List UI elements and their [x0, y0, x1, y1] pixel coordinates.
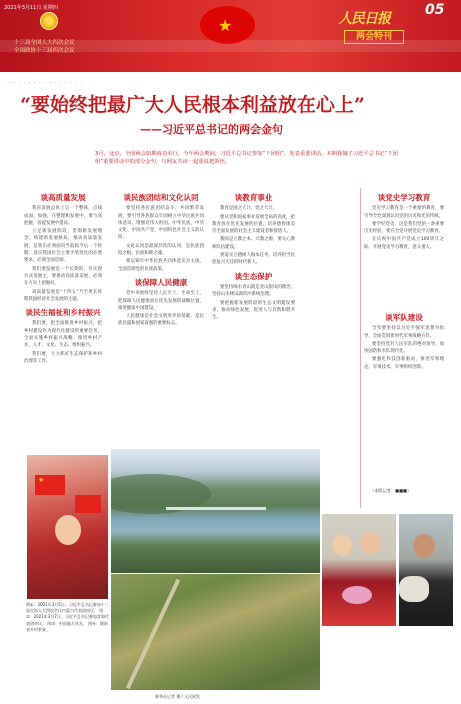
issue-date: 2021年3月11日 星期四: [4, 5, 58, 11]
byline: （本版记者：■■■）: [370, 488, 412, 493]
congress-line: 十三届全国人大四次会议: [14, 40, 75, 46]
article-paragraph: 教师是立教之本、兴教之源，要关心教师队伍建设。: [212, 237, 295, 250]
article-paragraph: 教育是国之大计、党之大计。: [220, 206, 278, 212]
road-shape: [126, 579, 180, 689]
page-subheadline: ——习近平总书记的两会金句: [140, 123, 283, 136]
section-heading: 谈军队建设: [385, 313, 423, 322]
article-paragraph: 我们要发展是一个长期的，有实现方式发展主，要推动高质量发展，必须在方向上把握好。: [24, 266, 102, 287]
column-4: [364, 188, 444, 252]
article-paragraph: 党史学习教育是一个重要的教育，要引导全党深刻认识党的历史和光荣传统。: [364, 206, 444, 219]
bridge-shape: [166, 507, 266, 510]
star-icon: ★: [218, 16, 233, 35]
article-paragraph: 我们要，把全面推进乡村振兴，把乡村建设作为现代化建设的重要任务，全面实施乡村振兴战略，推进乡村产业、人才、文化、生态、组织振兴。: [24, 321, 102, 349]
article-paragraph: 要坚持党对人民军队的绝对领导，加快国防和军队现代化。: [364, 341, 444, 355]
article-paragraph: 要坚持绿水青山就是金山银山的理念，坚持山水林田湖草沙系统治理。: [212, 284, 295, 298]
article-paragraph: 要坚持各民族团结奋斗，共同繁荣发展，要引导各族群众牢固树立中华民族共同体意识，增强对伟大祖国、中华民族、中华文化、中国共产党、中国特色社会主义的认同。: [118, 206, 204, 241]
column-3: [212, 188, 295, 322]
photo-man-with-dog: [399, 514, 453, 626]
section-heading: 谈民族团结和文化认同: [123, 193, 199, 202]
section-heading: 谈保障人民健康: [134, 277, 188, 287]
flower-bouquet: [342, 586, 372, 604]
special-edition-badge: 两会特刊: [344, 30, 404, 44]
national-emblem-icon: [40, 12, 58, 30]
page-number: 05: [425, 2, 445, 18]
person-head: [413, 534, 435, 558]
article-paragraph: 要落实立德树人根本任务，培养担当民族复兴大任的时代新人。: [212, 253, 295, 266]
dog-shape: [399, 576, 429, 602]
article-paragraph: 人民健康是社会文明进步的基础，是民族昌盛和国家富强的重要标志。: [118, 314, 204, 327]
column-5: [364, 308, 444, 372]
article-paragraph: 党中央始终坚持人民至上、生命至上，把保障人民健康放在优先发展的战略位置，推进健康中国建设。: [118, 291, 204, 311]
article-paragraph: 要从党和国家事业发展全局的高度，把教育放在优先发展的位置，培养德智体美劳全面发展的社会主义建设者和接班人。: [212, 214, 295, 235]
article-paragraph: 要学好党史，这是我们党的一条重要历史经验，要在全党开展党史学习教育。: [364, 221, 444, 235]
person-head: [360, 532, 380, 554]
photo-river-landscape: [111, 449, 320, 573]
article-paragraph: 高质量发展是“十四五”乃至更长时期我国经济社会发展的主题。: [24, 289, 102, 302]
flag-icon: ★: [35, 475, 65, 495]
photo-farmland-aerial: [111, 574, 320, 690]
article-paragraph: 我省发展总体上呈一个整体，点线成面，加强，在整理和发展中，要力高把握，省提发展中提高。: [24, 206, 102, 226]
masthead: [0, 0, 461, 72]
section-heading: 谈生态保护: [234, 271, 273, 281]
article-paragraph: 我们要，大力抓好生态保护和乡村治理等工作。: [24, 351, 102, 364]
section-heading: 谈高质量发展: [40, 193, 86, 202]
article-paragraph: 要以铸牢中华民族共同体意识为主线，全面贯彻党的民族政策。: [118, 259, 204, 272]
article-paragraph: 全军要坚持以习近平强军思想为指导，全面贯彻新时代军事战略方针。: [364, 326, 444, 339]
article-paragraph: 在庆祝中国共产党成立100周年之际，开展党史学习教育，意义重大。: [364, 237, 444, 250]
column-divider: [360, 188, 361, 508]
section-heading: 谈教育事业: [234, 193, 273, 202]
photo-two-women-flowers: [322, 514, 396, 626]
article-paragraph: 立足新发展阶段，贯彻新发展理念，构建新发展格局，推动高质量发展，是我们必须面向当前和今后一个时期，适应我国社会主要矛盾变化的必然要求，必须全面贯彻。: [24, 229, 102, 264]
photo-captions: 图①：2021年3月5日，习近平总书记参加十三届全国人大四次会议内蒙古代表团审议。 图②：2021年3月7日，习近平总书记参加青海代表团审议。 图③：中国地方风光。 图④：湖南省乡村景象。: [26, 602, 109, 632]
person-head: [332, 534, 352, 556]
child-face: [55, 515, 81, 545]
cppcc-line: 全国政协十三届四次会议: [14, 48, 75, 54]
section-heading: 谈党史学习教育: [377, 193, 431, 202]
photo-flag-waving-child: [27, 455, 108, 599]
lead-paragraph: 3月，北京。全国两会如期成功举行。今年两会期间，习近平总书记参加“下团组”，发表重要讲话。本期我摘了习近平总书记“下团组”重要讲话中的部分金句，与网友共读一起重温把领悟。: [95, 151, 398, 166]
article-paragraph: 要强化科技创新驱动，推进军事理论、军事技术、军事组织创新。: [364, 357, 444, 370]
article-paragraph: 文化认同是最深层次的认同，是民族团结之根、民族和睦之魂。: [118, 243, 204, 257]
section-heading: 谈民生福祉和乡村振兴: [25, 308, 101, 318]
column-2: [118, 188, 204, 329]
column-1: [24, 188, 102, 366]
page-headline: “要始终把最广大人民根本利益放在心上”: [20, 94, 365, 116]
article-paragraph: 要把握新发展阶段的生态文明建设要求，推动绿色发展，促进人与自然和谐共生。: [212, 300, 295, 321]
photo-credit: 新华社记者 摄 / 人民网发: [155, 694, 201, 699]
newspaper-logo: 人民日报: [338, 11, 390, 27]
decorative-dots: · · · · · · · · · · · · · · ·: [8, 80, 84, 86]
flag-icon: [75, 495, 101, 513]
